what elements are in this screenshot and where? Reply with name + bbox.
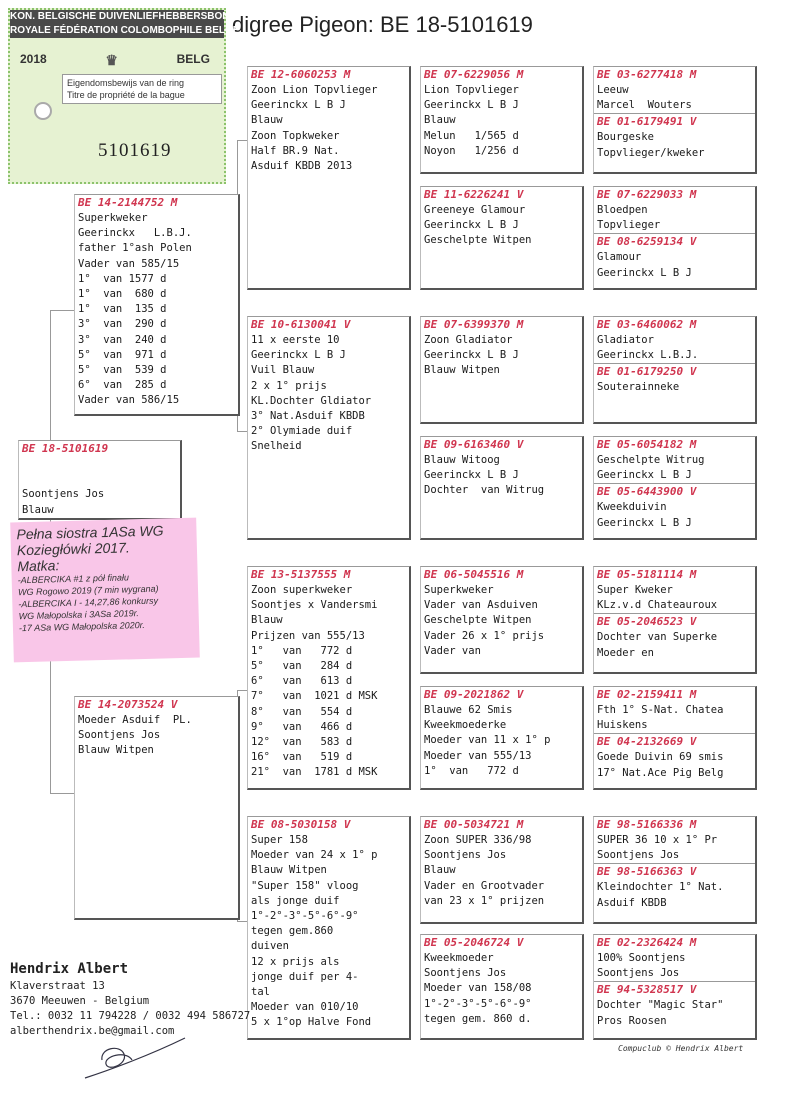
- pigeon-info: Moeder Asduif PL. Soontjens Jos Blauw Witpen: [78, 714, 192, 757]
- pigeon-card-sdd: [420, 436, 584, 540]
- pigeon-info: Dochter "Magic Star" Pros Roosen: [597, 999, 724, 1027]
- pigeon-card-ds: [247, 566, 411, 790]
- owner-info: [10, 962, 250, 1039]
- ring-tag-prop-fr: Titre de propriété de la bague: [67, 90, 185, 100]
- owner-street: Klaverstraat 13: [10, 980, 105, 992]
- note-line: WG Małopolska i 3ASa 2019r.: [18, 608, 139, 622]
- pigeon-info: Bourgeske Topvlieger/kweker: [597, 131, 705, 159]
- pigeon-card-dss: [420, 566, 584, 674]
- pigeon-card-pair-8: [593, 934, 757, 1040]
- pigeon-card-dsd: [420, 686, 584, 790]
- pigeon-info: Blauwe 62 Smis Kweekmoederke Moeder van 11 x 1° p Moeder van 555/13 1° van 772 d: [424, 704, 551, 777]
- ring-tag-country: BELG: [176, 52, 210, 66]
- pigeon-info: Goede Duivin 69 smis 17° Nat.Ace Pig Belg: [597, 751, 724, 779]
- ring-number: BE 07-6229033 M: [597, 188, 697, 201]
- owner-city: 3670 Meeuwen - Belgium: [10, 995, 150, 1007]
- ring-number: BE 00-5034721 M: [424, 818, 524, 831]
- pigeon-info: Souterainneke: [597, 381, 680, 394]
- note-line: -ALBERCIKA #1 z pół finału: [17, 572, 130, 586]
- signature-icon: [80, 1030, 190, 1086]
- ring-number: BE 01-6179491 V: [597, 115, 697, 129]
- footer-credit: Compuclub © Hendrix Albert: [618, 1044, 744, 1053]
- ring-number: BE 98-5166363 V: [597, 865, 697, 879]
- ring-number: BE 18-5101619: [22, 442, 109, 455]
- ring-number: BE 04-2132669 V: [597, 735, 697, 749]
- ring-tag-year: 2018: [20, 52, 47, 66]
- ring-number: BE 01-6179250 V: [597, 365, 697, 379]
- ring-number: BE 08-6259134 V: [597, 235, 697, 249]
- ring-number: BE 02-2159411 M: [597, 688, 697, 701]
- pigeon-info: Dochter van Superke Moeder en: [597, 631, 718, 659]
- ring-number: BE 08-5030158 V: [251, 818, 351, 831]
- pigeon-info: Zoon superkweker Soontjes x Vandersmi Blauw Prijzen van 555/13 1° van 772 d 5° van 284 d 6° van 613 d 7° van 1021 d MSK 8° van 554 d 9° van 466 d 12° van 583 d 16° van 519 d 21° van 1781 d MSK: [251, 584, 378, 779]
- pigeon-card-sire: [74, 194, 240, 416]
- ring-hole-icon: [34, 102, 52, 120]
- pigeon-info: Geschelpte Witrug Geerinckx L B J: [597, 454, 705, 482]
- owner-email: alberthendrix.be@gmail.com: [10, 1025, 175, 1037]
- ring-number: BE 05-5181114 M: [597, 568, 697, 581]
- ring-number: BE 05-6054182 M: [597, 438, 697, 451]
- pigeon-card-dds: [420, 816, 584, 924]
- pigeon-card-dd: [247, 816, 411, 1040]
- pigeon-card-sss: [420, 66, 584, 174]
- ring-number: BE 02-2326424 M: [597, 936, 697, 949]
- ring-tag-line1: KON. BELGISCHE DUIVENLIEFHEBBERSBOND: [10, 11, 237, 22]
- pigeon-info: Glamour Geerinckx L B J: [597, 251, 692, 279]
- crown-icon: ♛: [105, 52, 118, 68]
- pigeon-info: Bloedpen Topvlieger: [597, 204, 661, 232]
- note-line: -17 ASa WG Małopolska 2020r.: [18, 619, 145, 634]
- pigeon-info: Kweekmoeder Soontjens Jos Moeder van 158/08 1°-2°-3°-5°-6°-9° tegen gem. 860 d.: [424, 952, 532, 1025]
- pigeon-card-ss: [247, 66, 411, 290]
- ring-number: BE 07-6399370 M: [424, 318, 524, 331]
- page-title: digree Pigeon: BE 18-5101619: [232, 12, 533, 37]
- pigeon-info: Superkweker Vader van Asduiven Geschelpte Witpen Vader 26 x 1° prijs Vader van: [424, 584, 545, 657]
- pigeon-info: Kweekduivin Geerinckx L B J: [597, 501, 692, 529]
- ring-tag: [8, 8, 240, 184]
- ring-number: BE 09-6163460 V: [424, 438, 524, 451]
- note-line: WG Rogowo 2019 (7 min wygrana): [17, 583, 159, 598]
- ring-number: BE 10-6130041 V: [251, 318, 351, 331]
- owner-tel: Tel.: 0032 11 794228 / 0032 494 586727: [10, 1010, 251, 1022]
- pigeon-card-dam: [74, 696, 240, 920]
- pigeon-info: Zoon SUPER 336/98 Soontjens Jos Blauw Vader en Grootvader van 23 x 1° prijzen: [424, 834, 545, 907]
- pigeon-info: Fth 1° S-Nat. Chatea Huiskens: [597, 704, 724, 732]
- sticky-note: [10, 518, 200, 663]
- ring-number: BE 14-2144752 M: [78, 196, 178, 209]
- ring-tag-prop-nl: Eigendomsbewijs van de ring: [67, 78, 185, 88]
- ring-number: BE 14-2073524 V: [78, 698, 178, 711]
- pigeon-info: 11 x eerste 10 Geerinckx L B J Vuil Blauw 2 x 1° prijs KL.Dochter Gldiator 3° Nat.Asduif KBDB 2° Olymiade duif Snelheid: [251, 334, 372, 453]
- pigeon-info: SUPER 36 10 x 1° Pr Soontjens Jos: [597, 834, 718, 862]
- note-line: -ALBERCIKA I - 14,27,86 konkursy: [18, 595, 159, 610]
- ring-number: BE 98-5166336 M: [597, 818, 697, 831]
- pigeon-info: Leeuw Marcel Wouters: [597, 84, 692, 112]
- pigeon-info: Super 158 Moeder van 24 x 1° p Blauw Witpen "Super 158" vloog als jonge duif 1°-2°-3°-5°-6°-9° tegen gem.860 duiven 12 x prijs als jonge duif per 4- tal Moeder van 010/10 5 x 1°op Halve Fond: [251, 834, 378, 1029]
- pigeon-info: Soontjens Jos Blauw: [22, 488, 105, 516]
- pigeon-info: Lion Topvlieger Geerinckx L B J Blauw Melun 1/565 d Noyon 1/256 d: [424, 84, 519, 157]
- pigeon-card-subject: [18, 440, 182, 520]
- ring-number: BE 03-6277418 M: [597, 68, 697, 81]
- pigeon-info: Super Kweker KLz.v.d Chateauroux: [597, 584, 718, 612]
- pigeon-card-pair-7: [593, 816, 757, 924]
- note-line: Pełna siostra 1ASa WG: [16, 522, 164, 543]
- ring-number: BE 94-5328517 V: [597, 983, 697, 997]
- pigeon-card-pair-2: [593, 186, 757, 290]
- pigeon-card-pair-4: [593, 436, 757, 540]
- ring-tag-number: 5101619: [98, 140, 172, 161]
- pigeon-info: Greeneye Glamour Geerinckx L B J Geschelpte Witpen: [424, 204, 532, 247]
- owner-name: Hendrix Albert: [10, 961, 129, 977]
- ring-number: BE 05-2046523 V: [597, 615, 697, 629]
- pigeon-card-ssd: [420, 186, 584, 290]
- ring-number: BE 11-6226241 V: [424, 188, 524, 201]
- ring-number: BE 07-6229056 M: [424, 68, 524, 81]
- ring-number: BE 06-5045516 M: [424, 568, 524, 581]
- pigeon-card-ddd: [420, 934, 584, 1040]
- ring-number: BE 13-5137555 M: [251, 568, 351, 581]
- pigeon-card-pair-3: [593, 316, 757, 424]
- ring-number: BE 09-2021862 V: [424, 688, 524, 701]
- pigeon-info: 100% Soontjens Soontjens Jos: [597, 952, 686, 980]
- pigeon-info: Gladiator Geerinckx L.B.J.: [597, 334, 699, 362]
- pigeon-info: Zoon Gladiator Geerinckx L B J Blauw Witpen: [424, 334, 519, 377]
- pigeon-card-pair-5: [593, 566, 757, 674]
- pigeon-card-pair-1: [593, 66, 757, 174]
- pigeon-info: Kleindochter 1° Nat. Asduif KBDB: [597, 881, 724, 909]
- pigeon-card-sd: [247, 316, 411, 540]
- pigeon-card-sds: [420, 316, 584, 424]
- pigeon-card-pair-6: [593, 686, 757, 790]
- ring-number: BE 05-6443900 V: [597, 485, 697, 499]
- note-line: Koziegłówki 2017.: [16, 539, 130, 559]
- note-line: Matka:: [17, 557, 60, 575]
- pigeon-info: Superkweker Geerinckx L.B.J. father 1°ash Polen Vader van 585/15 1° van 1577 d 1° van 680 d 1° van 135 d 3° van 290 d 3° van 240 d 5° van 971 d 5° van 539 d 6° van 285 d Vader van 586/15: [78, 212, 192, 407]
- ring-number: BE 03-6460062 M: [597, 318, 697, 331]
- ring-tag-line2: ROYALE FÉDÉRATION COLOMBOPHILE BELGE: [10, 25, 240, 36]
- ring-number: BE 12-6060253 M: [251, 68, 351, 81]
- ring-number: BE 05-2046724 V: [424, 936, 524, 949]
- pigeon-info: Zoon Lion Topvlieger Geerinckx L B J Blauw Zoon Topkweker Half BR.9 Nat. Asduif KBDB 2013: [251, 84, 378, 173]
- ring-tag-property: [62, 74, 222, 104]
- pigeon-info: Blauw Witoog Geerinckx L B J Dochter van Witrug: [424, 454, 545, 497]
